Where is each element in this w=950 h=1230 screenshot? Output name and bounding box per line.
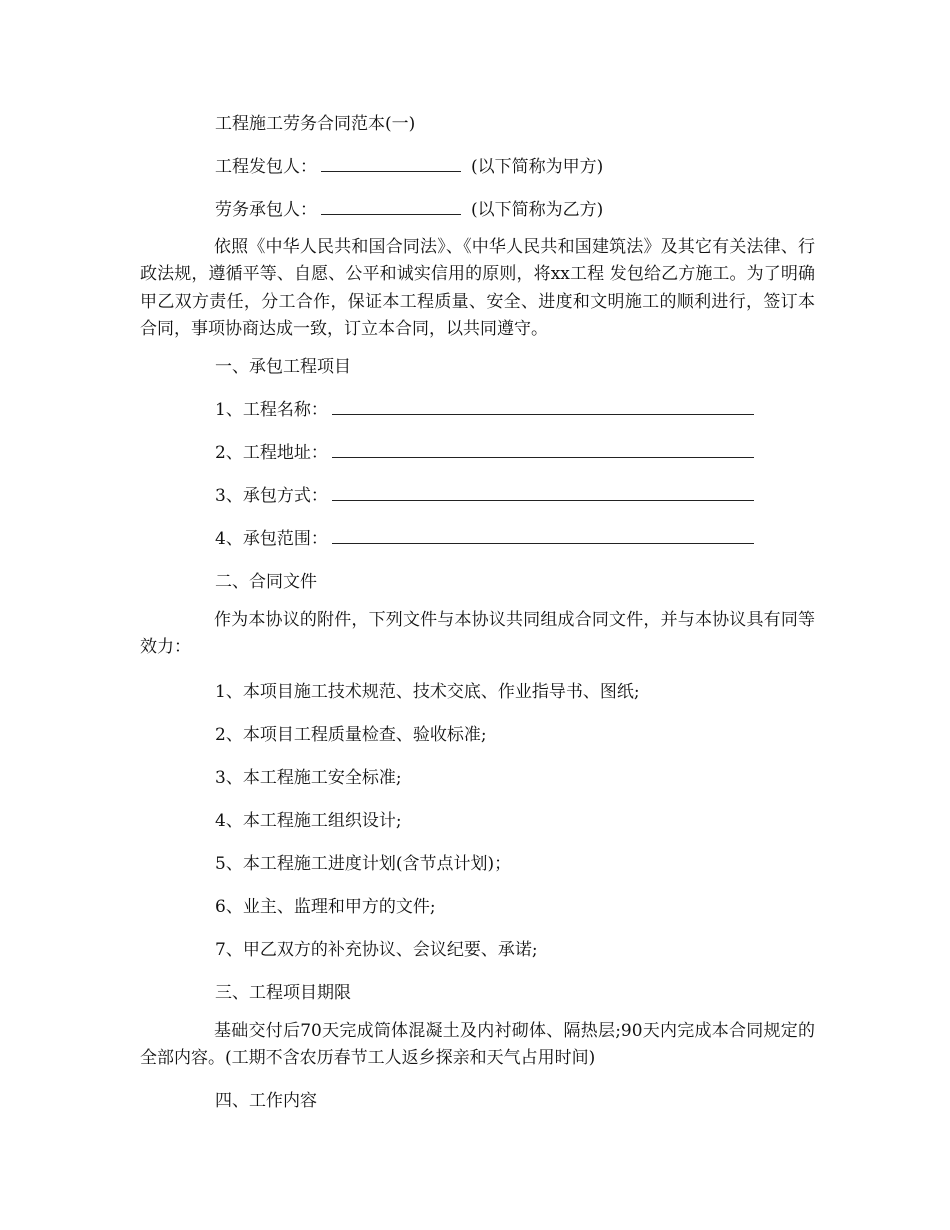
section3-text: 基础交付后70天完成筒体混凝土及内衬砌体、隔热层;90天内完成本合同规定的全部内容。(工期不含农历春节工人返乡探亲和天气占用时间): [140, 1021, 815, 1069]
field-label: 3、承包方式：: [215, 486, 328, 506]
field-label: 2、工程地址：: [215, 443, 328, 463]
field-contract-scope: [215, 528, 754, 550]
employer-line: [215, 156, 603, 178]
employer-note: (以下简称为甲方): [471, 157, 604, 177]
field-project-name: [215, 399, 754, 421]
contractor-note: (以下简称为乙方): [471, 200, 604, 220]
field-blank[interactable]: [332, 529, 754, 544]
field-project-address: [215, 442, 754, 464]
section3-heading: 三、工程项目期限: [215, 983, 351, 1003]
section2-intro: 作为本协议的附件，下列文件与本协议共同组成合同文件，并与本协议具有同等效力：: [140, 610, 815, 658]
section1-heading: 一、承包工程项目: [215, 357, 351, 377]
list-item: 6、业主、监理和甲方的文件;: [215, 897, 436, 917]
field-blank[interactable]: [332, 443, 754, 458]
list-item: 3、本工程施工安全标准;: [215, 768, 402, 788]
contractor-line: [215, 199, 603, 221]
employer-blank[interactable]: [321, 157, 461, 172]
section2-heading: 二、合同文件: [215, 572, 317, 592]
field-label: 1、工程名称：: [215, 400, 328, 420]
contractor-blank[interactable]: [321, 200, 461, 215]
field-contract-method: [215, 485, 754, 507]
employer-label: 工程发包人：: [215, 157, 317, 177]
list-item: 1、本项目施工技术规范、技术交底、作业指导书、图纸;: [215, 682, 640, 702]
list-item: 4、本工程施工组织设计;: [215, 811, 402, 831]
contractor-label: 劳务承包人：: [215, 200, 317, 220]
list-item: 2、本项目工程质量检查、验收标准;: [215, 725, 487, 745]
intro-paragraph: 依照《中华人民共和国合同法》、《中华人民共和国建筑法》及其它有关法律、行政法规，遵循平等、自愿、公平和诚实信用的原则，将xx工程 发包给乙方施工。为了明确甲乙双方责任，分工合作，保证本工程质量、安全、进度和文明施工的顺利进行，签订本合同，事项协商达成一致，订立本合同，以共同遵守。: [140, 237, 815, 339]
section4-heading: 四、工作内容: [215, 1091, 317, 1111]
list-item: 5、本工程施工进度计划(含节点计划)；: [215, 854, 512, 874]
list-item: 7、甲乙双方的补充协议、会议纪要、承诺;: [215, 940, 538, 960]
field-blank[interactable]: [332, 400, 754, 415]
document-title: 工程施工劳务合同范本(一): [215, 114, 416, 134]
field-label: 4、承包范围：: [215, 529, 328, 549]
field-blank[interactable]: [332, 486, 754, 501]
